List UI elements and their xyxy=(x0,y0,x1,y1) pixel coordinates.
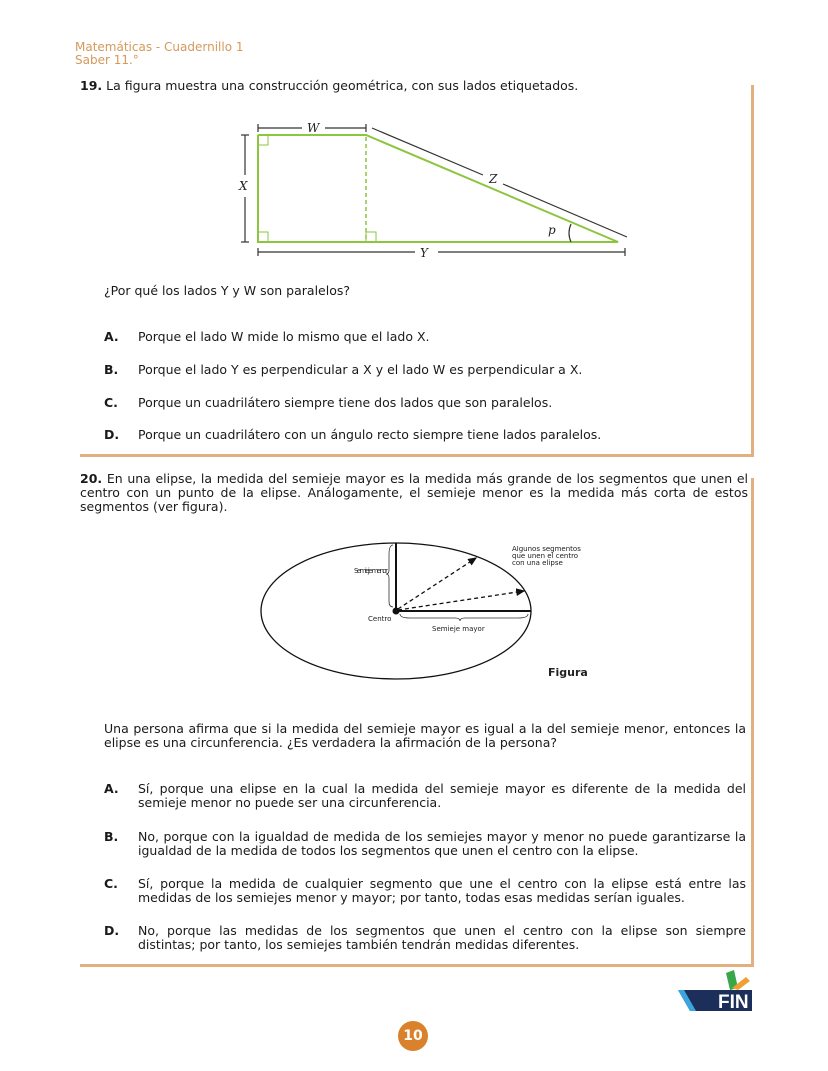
q19-figure xyxy=(230,115,640,265)
q19-border-bottom xyxy=(80,454,754,457)
semieje-menor-label: Semieje menor xyxy=(354,567,388,575)
q19-option-a[interactable] xyxy=(104,330,746,344)
option-text: No, porque las medidas de los segmentos que unen el centro con la elipse son siempre distintas; por tanto, los semiejes también tendrán medidas diferentes. xyxy=(138,923,746,952)
option-letter: A. xyxy=(104,329,119,344)
option-text: Porque un cuadrilátero siempre tiene dos lados que son paralelos. xyxy=(138,395,553,410)
fin-logo xyxy=(676,968,756,1013)
q19-option-c[interactable] xyxy=(104,396,746,410)
fin-logo-text: FIN xyxy=(718,992,749,1013)
option-letter: B. xyxy=(104,362,119,377)
q20-option-c[interactable] xyxy=(104,877,746,905)
q20-option-b[interactable] xyxy=(104,830,746,858)
option-letter: D. xyxy=(104,427,120,442)
q20-figure xyxy=(250,530,600,690)
option-text: Porque el lado Y es perpendicular a X y el lado W es perpendicular a X. xyxy=(138,362,583,377)
page-number: 10 xyxy=(398,1021,428,1051)
figure-caption: Figura xyxy=(548,666,588,679)
header-level: Saber 11.° xyxy=(75,53,139,67)
q20-option-a[interactable] xyxy=(104,782,746,810)
q19-number: 19. xyxy=(80,78,103,93)
segments-label: Algunos segmentos que unen el centro con una elipse xyxy=(512,546,581,567)
q19-option-b[interactable] xyxy=(104,363,746,377)
q20-number: 20. xyxy=(80,471,103,486)
option-letter: D. xyxy=(104,923,120,938)
label-y: Y xyxy=(420,246,428,260)
q20-option-d[interactable] xyxy=(104,924,746,952)
option-letter: B. xyxy=(104,829,119,844)
option-letter: C. xyxy=(104,395,118,410)
q20-stem xyxy=(80,472,748,514)
q20-stem-text: En una elipse, la medida del semieje mayor es la medida más grande de los segmentos que unen el centro con un punto de la elipse. Análogamente, el semieje menor es la medida más corta de estos segmentos (ver figura). xyxy=(80,471,748,514)
option-letter: A. xyxy=(104,781,119,796)
q19-option-d[interactable] xyxy=(104,428,746,442)
label-x: X xyxy=(239,179,248,193)
option-text: Porque un cuadrilátero con un ángulo recto siempre tiene lados paralelos. xyxy=(138,427,602,442)
option-text: Porque el lado W mide lo mismo que el lado X. xyxy=(138,329,430,344)
q20-border-bottom xyxy=(80,964,754,967)
q19-stem xyxy=(80,79,578,93)
option-text: No, porque con la igualdad de medida de los semiejes mayor y menor no puede garantizarse la igualdad de la medida de todos los segmentos que unen el centro con la elipse. xyxy=(138,829,746,858)
option-letter: C. xyxy=(104,876,118,891)
option-text: Sí, porque una elipse en la cual la medida del semieje mayor es diferente de la medida del semieje menor no puede ser una circunferencia. xyxy=(138,781,746,810)
label-p: p xyxy=(548,223,556,237)
label-z: Z xyxy=(489,172,498,186)
header-subject: Matemáticas - Cuadernillo 1 xyxy=(75,40,244,54)
q19-border-right xyxy=(751,85,754,457)
q20-border-right xyxy=(751,478,754,967)
label-w: W xyxy=(307,121,320,135)
q19-stem-text: La figura muestra una construcción geométrica, con sus lados etiquetados. xyxy=(106,78,579,93)
q20-question: Una persona afirma que si la medida del semieje mayor es igual a la del semieje menor, entonces la elipse es una circunferencia. ¿Es verdadera la afirmación de la persona? xyxy=(104,721,746,750)
centro-label: Centro xyxy=(368,615,392,623)
semieje-mayor-label: Semieje mayor xyxy=(432,625,485,633)
option-text: Sí, porque la medida de cualquier segmento que une el centro con la elipse está entre las medidas de los semiejes menor y mayor; por tanto, todas esas medidas serían iguales. xyxy=(138,876,746,905)
q19-question: ¿Por qué los lados Y y W son paralelos? xyxy=(104,283,351,298)
